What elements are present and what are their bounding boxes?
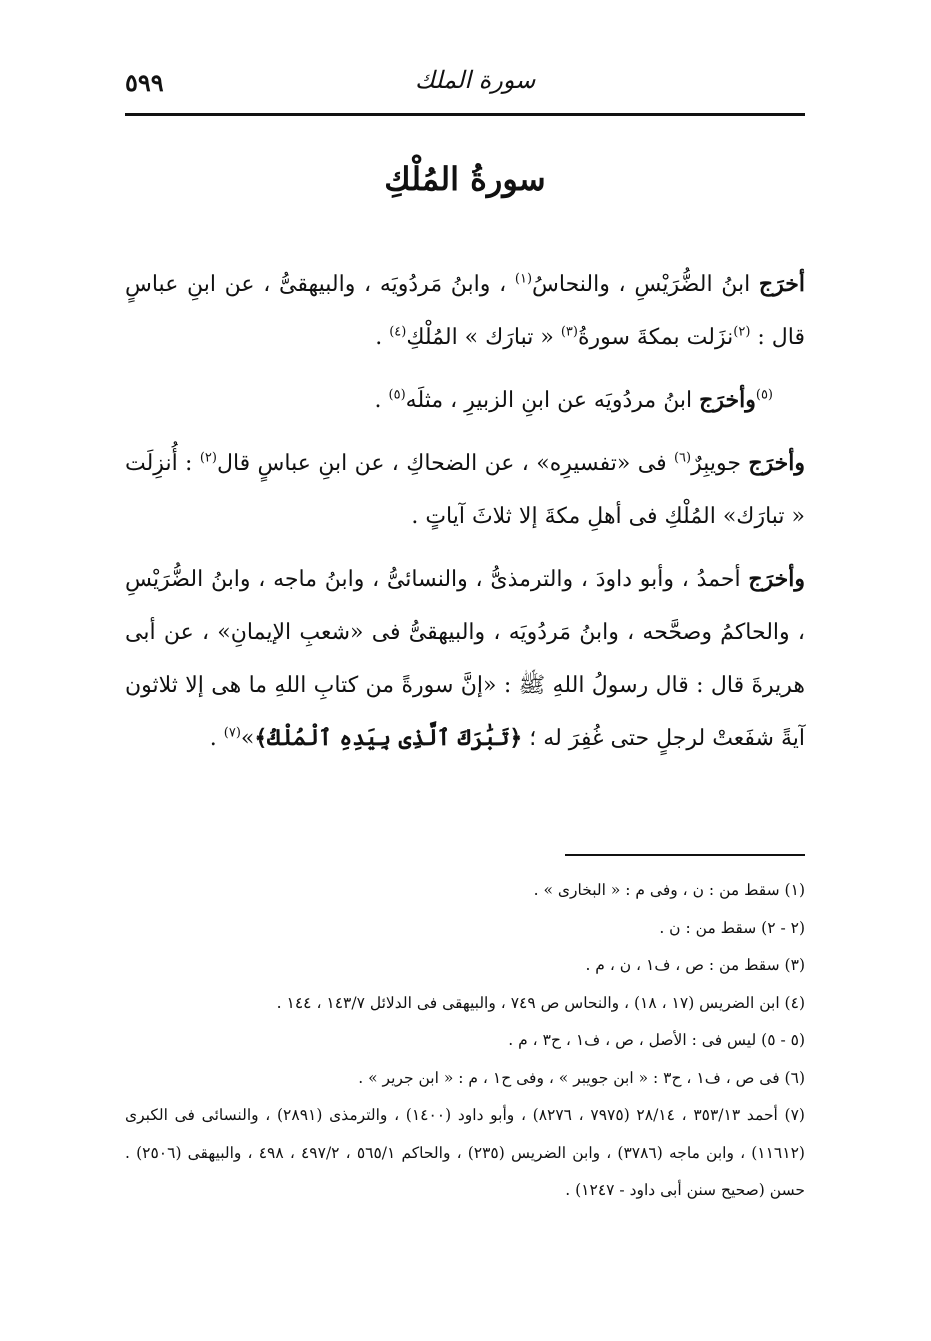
footnote-ref[interactable]: (٣) [560,324,578,340]
paragraph-text: : أُنزِلَت « تبارَك» المُلْكِ فى أهلِ مكةَ إلا ثلاثَ آياتٍ . [125,451,805,529]
paragraph-text: ابنُ مردُويَه عن ابنِ الزبيرِ ، مثلَه [405,388,700,413]
footnote-ref[interactable]: (٥) [388,387,406,403]
paragraph-text: نزَلت بمكةَ سورةُ [577,325,734,350]
footnote-ref[interactable]: (٢) [199,450,217,466]
footnote-1: (١) سقط من : ن ، وفى م : « البخارى » . [533,881,805,899]
paragraph-text: فى «تفسيرِه» ، عن الضحاكِ ، عن ابنِ عباسٍ قال [216,451,674,476]
footnotes-section [125,872,805,1210]
surah-title: سورةُ المُلْكِ [384,160,546,198]
paragraph-lead: وأخرَج [748,450,806,476]
paragraph-2 [125,374,805,427]
paragraph-text: . [209,726,224,751]
paragraph-lead: وأخرَج [699,387,756,413]
paragraph-text: أحمدُ ، وأبو داودَ ، والترمذىُّ ، والنسائىُّ ، وابنُ ماجه ، وابنُ الضُّرَيْسِ ، والحاكمُ وصحَّحه ، وابنُ مَردُويَه ، والبيهقىُّ فى «شعبِ الإيمانِ» ، عن أبى هريرةَ قال : قال رسولُ اللهِ ﷺ : «إنَّ سورةً من كتابِ اللهِ ما هى إلا ثلاثون آيةً شفَعتْ لرجلٍ حتى غُفِرَ له ؛ [125,567,805,751]
paragraph-lead: وأخرَج [748,566,805,592]
paragraph-text: . [374,388,389,413]
footnote-ref[interactable]: (٧) [223,725,241,741]
footnote-ref[interactable]: (١) [514,271,533,287]
footnote-ref[interactable]: (٢) [733,324,751,340]
footnote-ref[interactable]: (٤) [389,324,407,340]
paragraph-1 [125,258,805,364]
paragraph-text: جويبِرٌ [691,451,749,476]
running-header [125,66,805,106]
footnote-ref[interactable]: (٥) [755,387,773,403]
paragraph-text: . [375,325,390,350]
quran-verse: ﴿تَبَٰرَكَ ٱلَّذِى بِيَدِهِ ٱلْمُلْكُ﴾ [254,725,523,751]
footnote-7: (٧) أحمد ٣٥٣/١٣ ، ٢٨/١٤ (٧٩٧٥ ، ٨٢٧٦) ، وأبو داود (١٤٠٠) ، والترمذى (٢٨٩١) ، والنسائى فى الكبرى (١١٦١٢) ، وابن ماجه (٣٧٨٦) ، وابن الضريس (٢٣٥) ، والحاكم ٥٦٥/١ ، ٤٩٧/٢ ، ٤٩٨ ، والبيهقى (٢٥٠٦) . حسن (صحيح سنن أبى داود - ١٢٤٧) . [125,1106,805,1199]
paragraph-lead: أخرَج [758,271,805,297]
footnote-3: (٣) سقط من : ص ، ف١ ، ن ، م . [585,956,805,974]
footnote-4: (٤) ابن الضريس (١٧ ، ١٨) ، والنحاس ص ٧٤٩ ، والبيهقى فى الدلائل ١٤٣/٧ ، ١٤٤ . [276,993,805,1012]
paragraph-text: ابنُ الضُّرَيْسِ ، والنحاسُ [532,272,759,297]
paragraph-3 [125,437,805,543]
footnote-2: (٢ - ٢) سقط من : ن . [659,918,805,937]
header-divider [125,113,805,116]
paragraph-text: « تبارَك » المُلْكِ [406,325,561,350]
footnote-ref[interactable]: (٦) [673,450,692,466]
main-text [125,258,805,775]
running-title: سورة الملك [415,66,536,94]
paragraph-text: ، وابنُ مَردُويَه ، والبيهقىُّ ، عن ابنِ عباسٍ قال : [125,272,805,350]
paragraph-4 [125,553,805,765]
footnote-divider [565,854,805,856]
footnote-5: (٥ - ٥) ليس فى : الأصل ، ص ، ف١ ، ح٣ ، م . [508,1031,805,1049]
page-number: ٥٩٩ [125,68,164,97]
paragraph-text: » [240,726,255,751]
footnote-6: (٦) فى ص ، ف١ ، ح٣ : « ابن جويبر » ، وفى ح١ ، م : « ابن جرير » . [358,1068,805,1087]
